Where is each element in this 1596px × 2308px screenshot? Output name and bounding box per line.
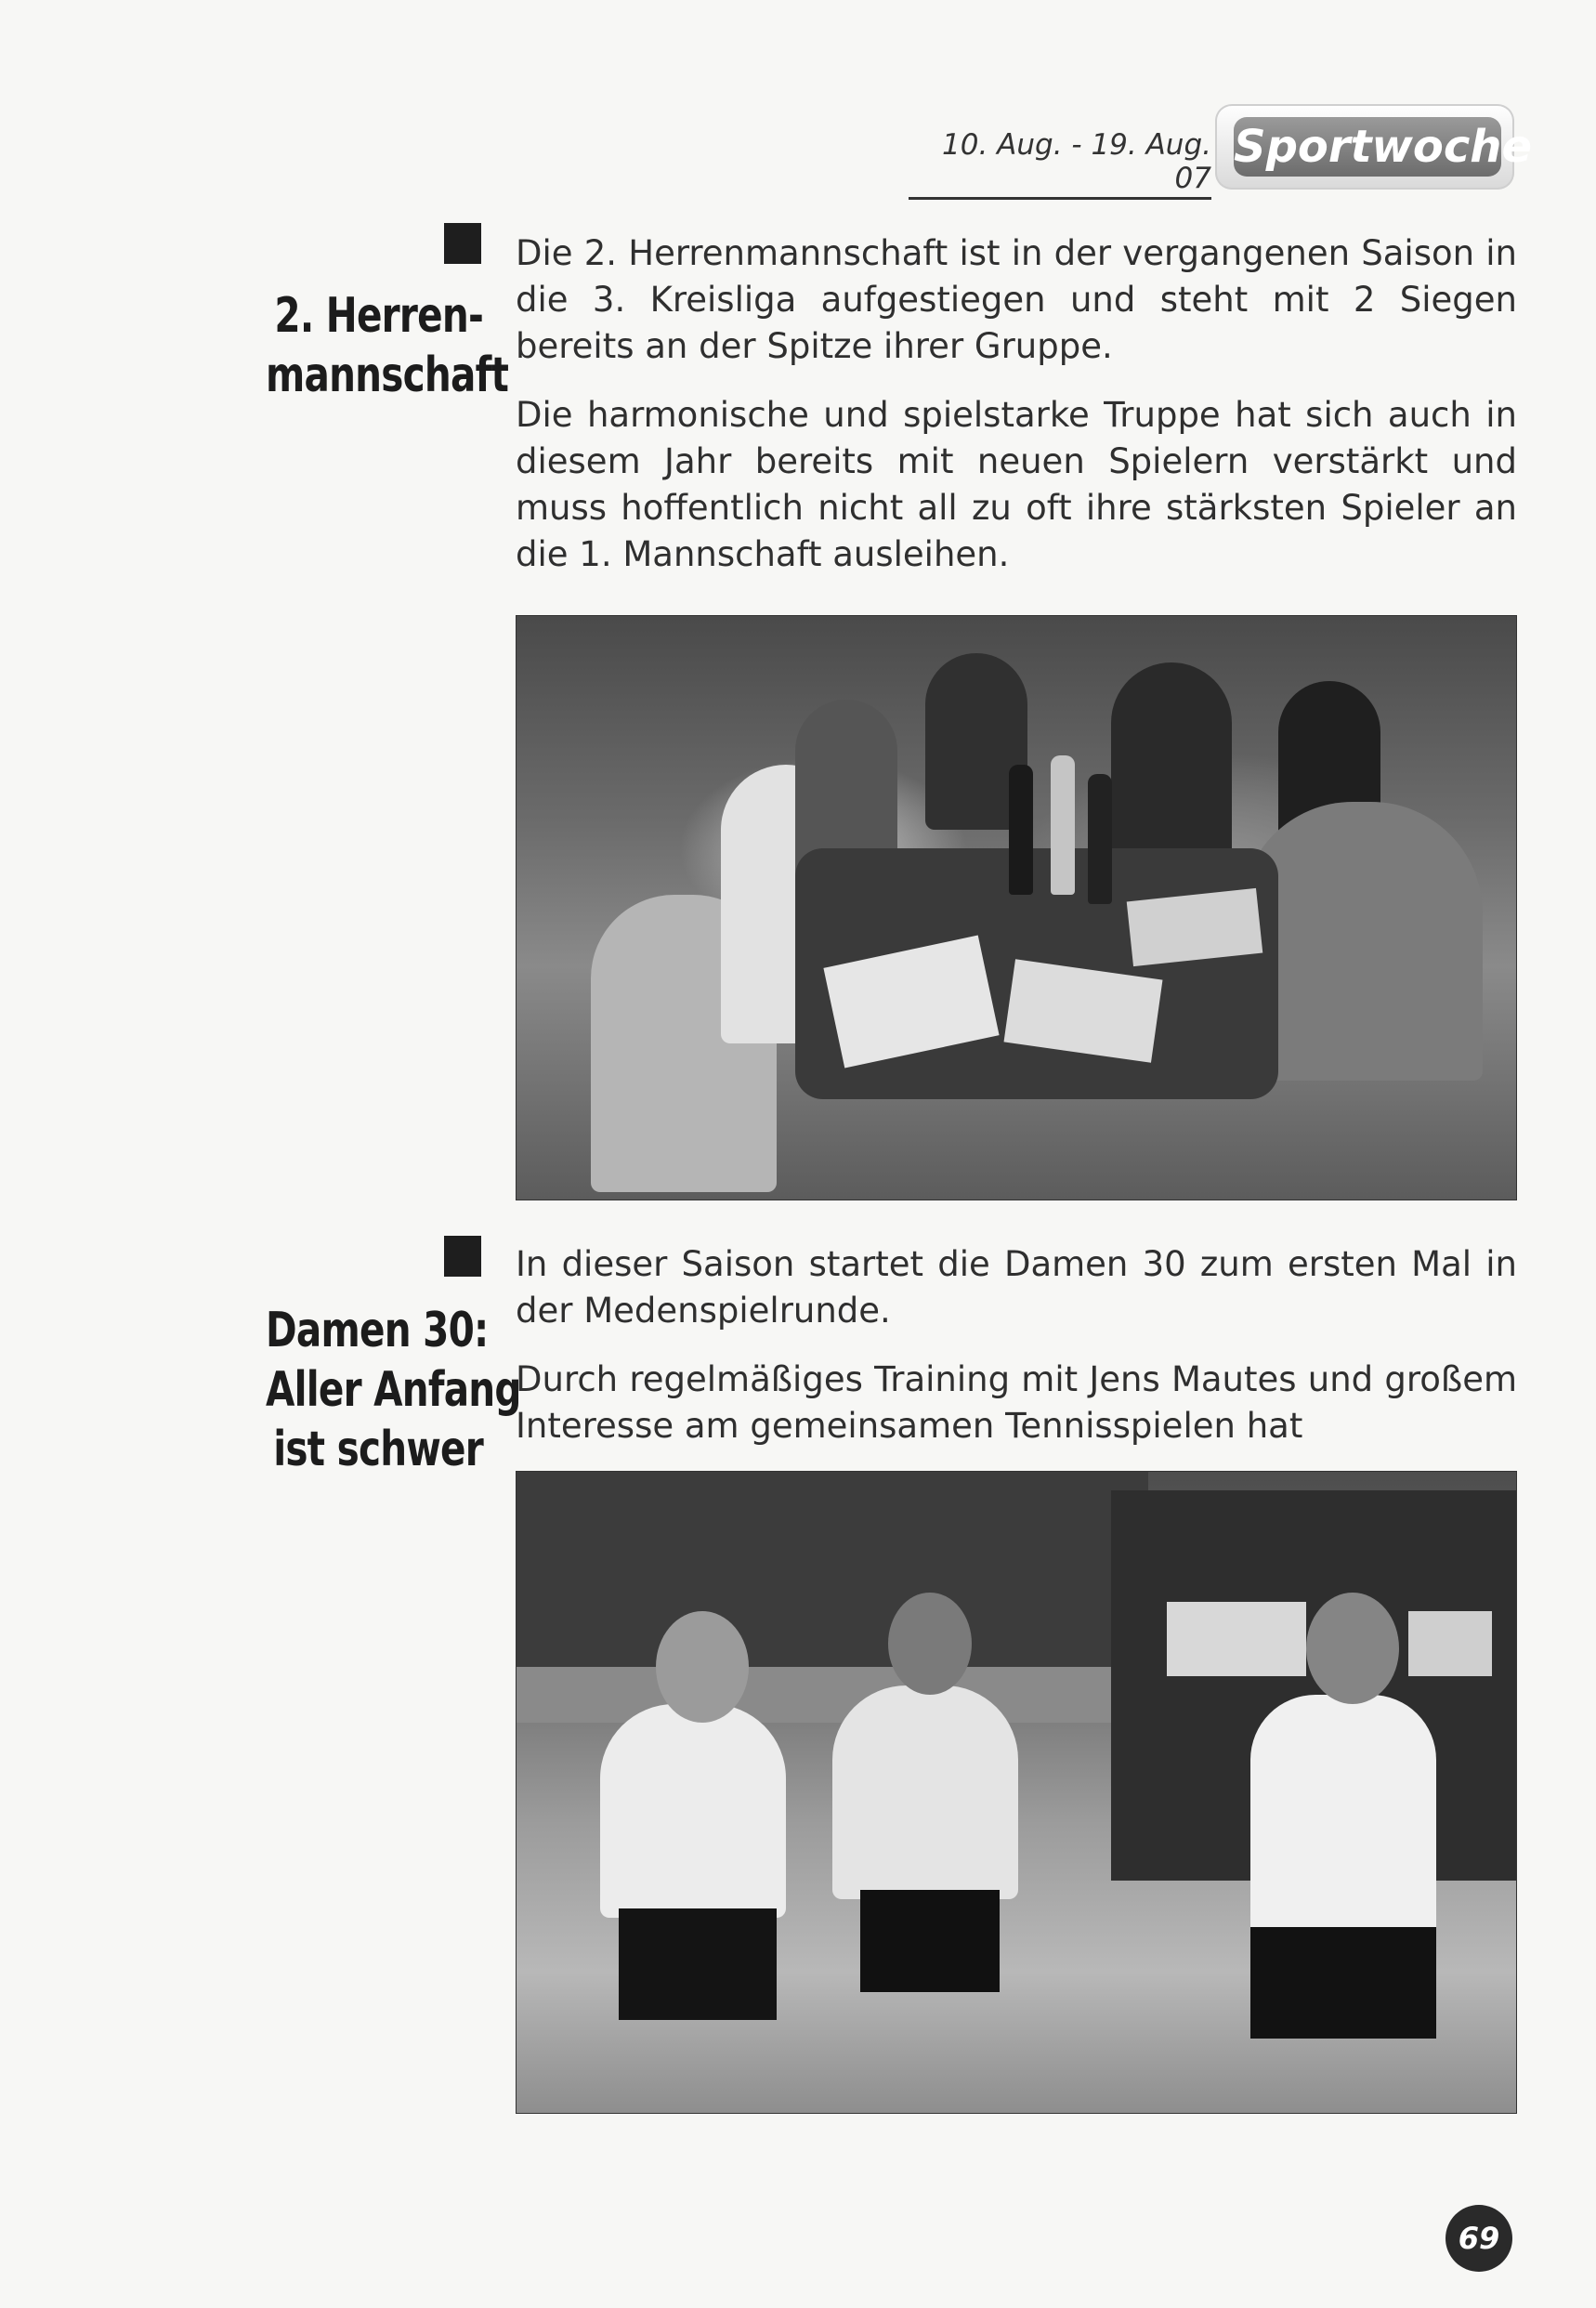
photo-scoreboard bbox=[1167, 1602, 1306, 1676]
photo-woman-head bbox=[1306, 1593, 1399, 1704]
section-title-line: Damen 30: bbox=[266, 1303, 489, 1358]
photo-woman-skirt bbox=[1250, 1927, 1436, 2039]
damen-paragraph-1: In dieser Saison startet die Damen 30 zum ersten Mal in der Medenspielrunde. bbox=[516, 1244, 1517, 1331]
photo-woman-shirt bbox=[832, 1685, 1018, 1899]
herren-paragraph-2: Die harmonische und spielstarke Truppe hat sich auch in diesem Jahr bereits mit neuen Spielern verstärkt und muss hoffentlich nicht all zu oft ihre stärksten Spieler an die 1. Mannschaft ausleihen. bbox=[516, 395, 1517, 574]
section-title-line: 2. Herren- bbox=[274, 288, 483, 344]
photo-bottle bbox=[1088, 774, 1112, 904]
photo-bottle bbox=[1051, 755, 1075, 895]
photo-court-fence bbox=[517, 1667, 1111, 1723]
sportwoche-badge bbox=[1215, 104, 1533, 190]
photo-woman-skirt bbox=[619, 1908, 777, 2020]
page-number: 69 bbox=[1446, 2205, 1512, 2272]
photo-bottle bbox=[1009, 765, 1033, 895]
sportwoche-badge-label: Sportwoche bbox=[1234, 117, 1501, 177]
section-marker-2 bbox=[444, 1236, 481, 1277]
photo-woman-head bbox=[656, 1611, 749, 1723]
damen-paragraph-2: Durch regelmäßiges Training mit Jens Mautes und großem Interesse am gemeinsamen Tennisspielen hat bbox=[516, 1359, 1517, 1446]
herren-paragraph-1: Die 2. Herrenmannschaft ist in der vergangenen Saison in die 3. Kreisliga aufgestiegen und steht mit 2 Siegen bereits an der Spitze ihrer Gruppe. bbox=[516, 233, 1517, 366]
photo-figure bbox=[1111, 662, 1232, 858]
section-title-line: ist schwer bbox=[273, 1422, 483, 1477]
photo-scoreboard bbox=[1408, 1611, 1492, 1676]
photo-herren-team-dinner bbox=[516, 615, 1517, 1200]
section-title-line: mannschaft bbox=[266, 348, 509, 403]
photo-woman-skirt bbox=[860, 1890, 1000, 1992]
section-title-herren bbox=[266, 286, 509, 405]
section-title-line: Aller Anfang bbox=[266, 1362, 521, 1418]
photo-trees bbox=[517, 1472, 1148, 1676]
section-title-damen bbox=[266, 1301, 521, 1479]
photo-pizza-box bbox=[1127, 888, 1263, 966]
section-marker-1 bbox=[444, 223, 481, 264]
photo-woman-shirt bbox=[600, 1704, 786, 1918]
photo-woman-head bbox=[888, 1593, 972, 1695]
header-dates: 10. Aug. - 19. Aug. 07 bbox=[909, 128, 1211, 200]
photo-damen-team-court bbox=[516, 1471, 1517, 2114]
photo-woman-shirt bbox=[1250, 1695, 1436, 1936]
